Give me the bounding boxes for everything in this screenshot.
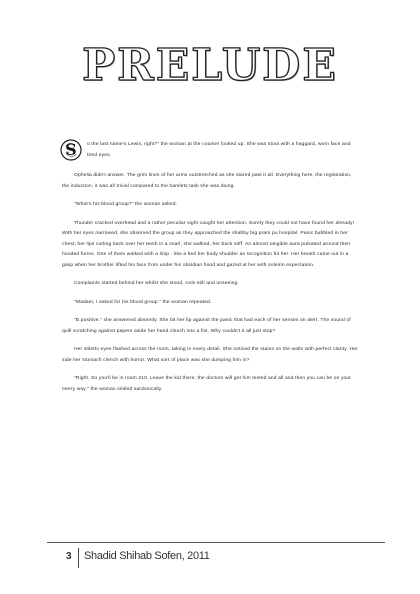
paragraph: Complaints started behind her whilst she stood, rock-still and unseeing.	[74, 281, 239, 286]
chapter-body	[62, 140, 358, 403]
paragraph: "Right. So you'll be in room 210. Leave the kid there; the doctors will get him tested and all and then you can be on your merry way." the woman smiled sardonically.	[62, 376, 352, 392]
footer-separator	[78, 548, 79, 568]
paragraph: Her stiletto eyes flashed across the room, taking in every detail. She noticed the stains on the walls with perfect clarity. Her side her stomach clench with horror. What sort of place was she dumping him in?	[62, 347, 358, 363]
footer-divider	[47, 542, 385, 543]
author-credit: Shadid Shihab Sofen, 2011	[84, 550, 210, 562]
decorative-dropcap-s-icon	[60, 139, 82, 161]
paragraph-text: o the last name's Lewis, right?" the woman at the counter looked up. She was stout with a haggard, worn face and tired eyes.	[87, 142, 351, 158]
paragraph: Ophelia didn't answer. The grim lines of her arms outstretched as she stared past it all. Everything here, the registration, the induction, it was all trivial compared to the hamlets task she was doing.	[62, 173, 352, 189]
paragraph: Thunder cracked overhead and a rather peculiar sight caught her attention. Surely they could not have found her already! With her eyes narrowed, she observed the group as they approached the shabby big pram pu hospital. Panic bubbled in her chest; her lips curling back over her teeth in a snarl, she walked, her back stiff. An almost tangible aura pulsated around their hooded forms. One of them walked with a limp - like a ked her body shudder as recognition hit her. Her breath came out in a gasp when her brother lifted his face from under his obsidian hood and gazed at her with solemn expectation.	[62, 220, 355, 268]
svg-text:S: S	[65, 140, 77, 159]
page-title: PRELUDE	[82, 40, 338, 91]
paragraph: "What's his blood group?" the woman asked.	[74, 202, 178, 207]
page-number: 3	[66, 551, 72, 562]
paragraph: "B positive." she answered absently. She bit her lip against the panic that had each of her senses on alert. The sound of quill scratching against papers aside her hand clench into a fist. Why couldn't it all just stop?	[62, 318, 351, 334]
paragraph	[62, 140, 358, 161]
paragraph: "Madam, I asked for his blood group." the woman repeated.	[74, 299, 212, 305]
